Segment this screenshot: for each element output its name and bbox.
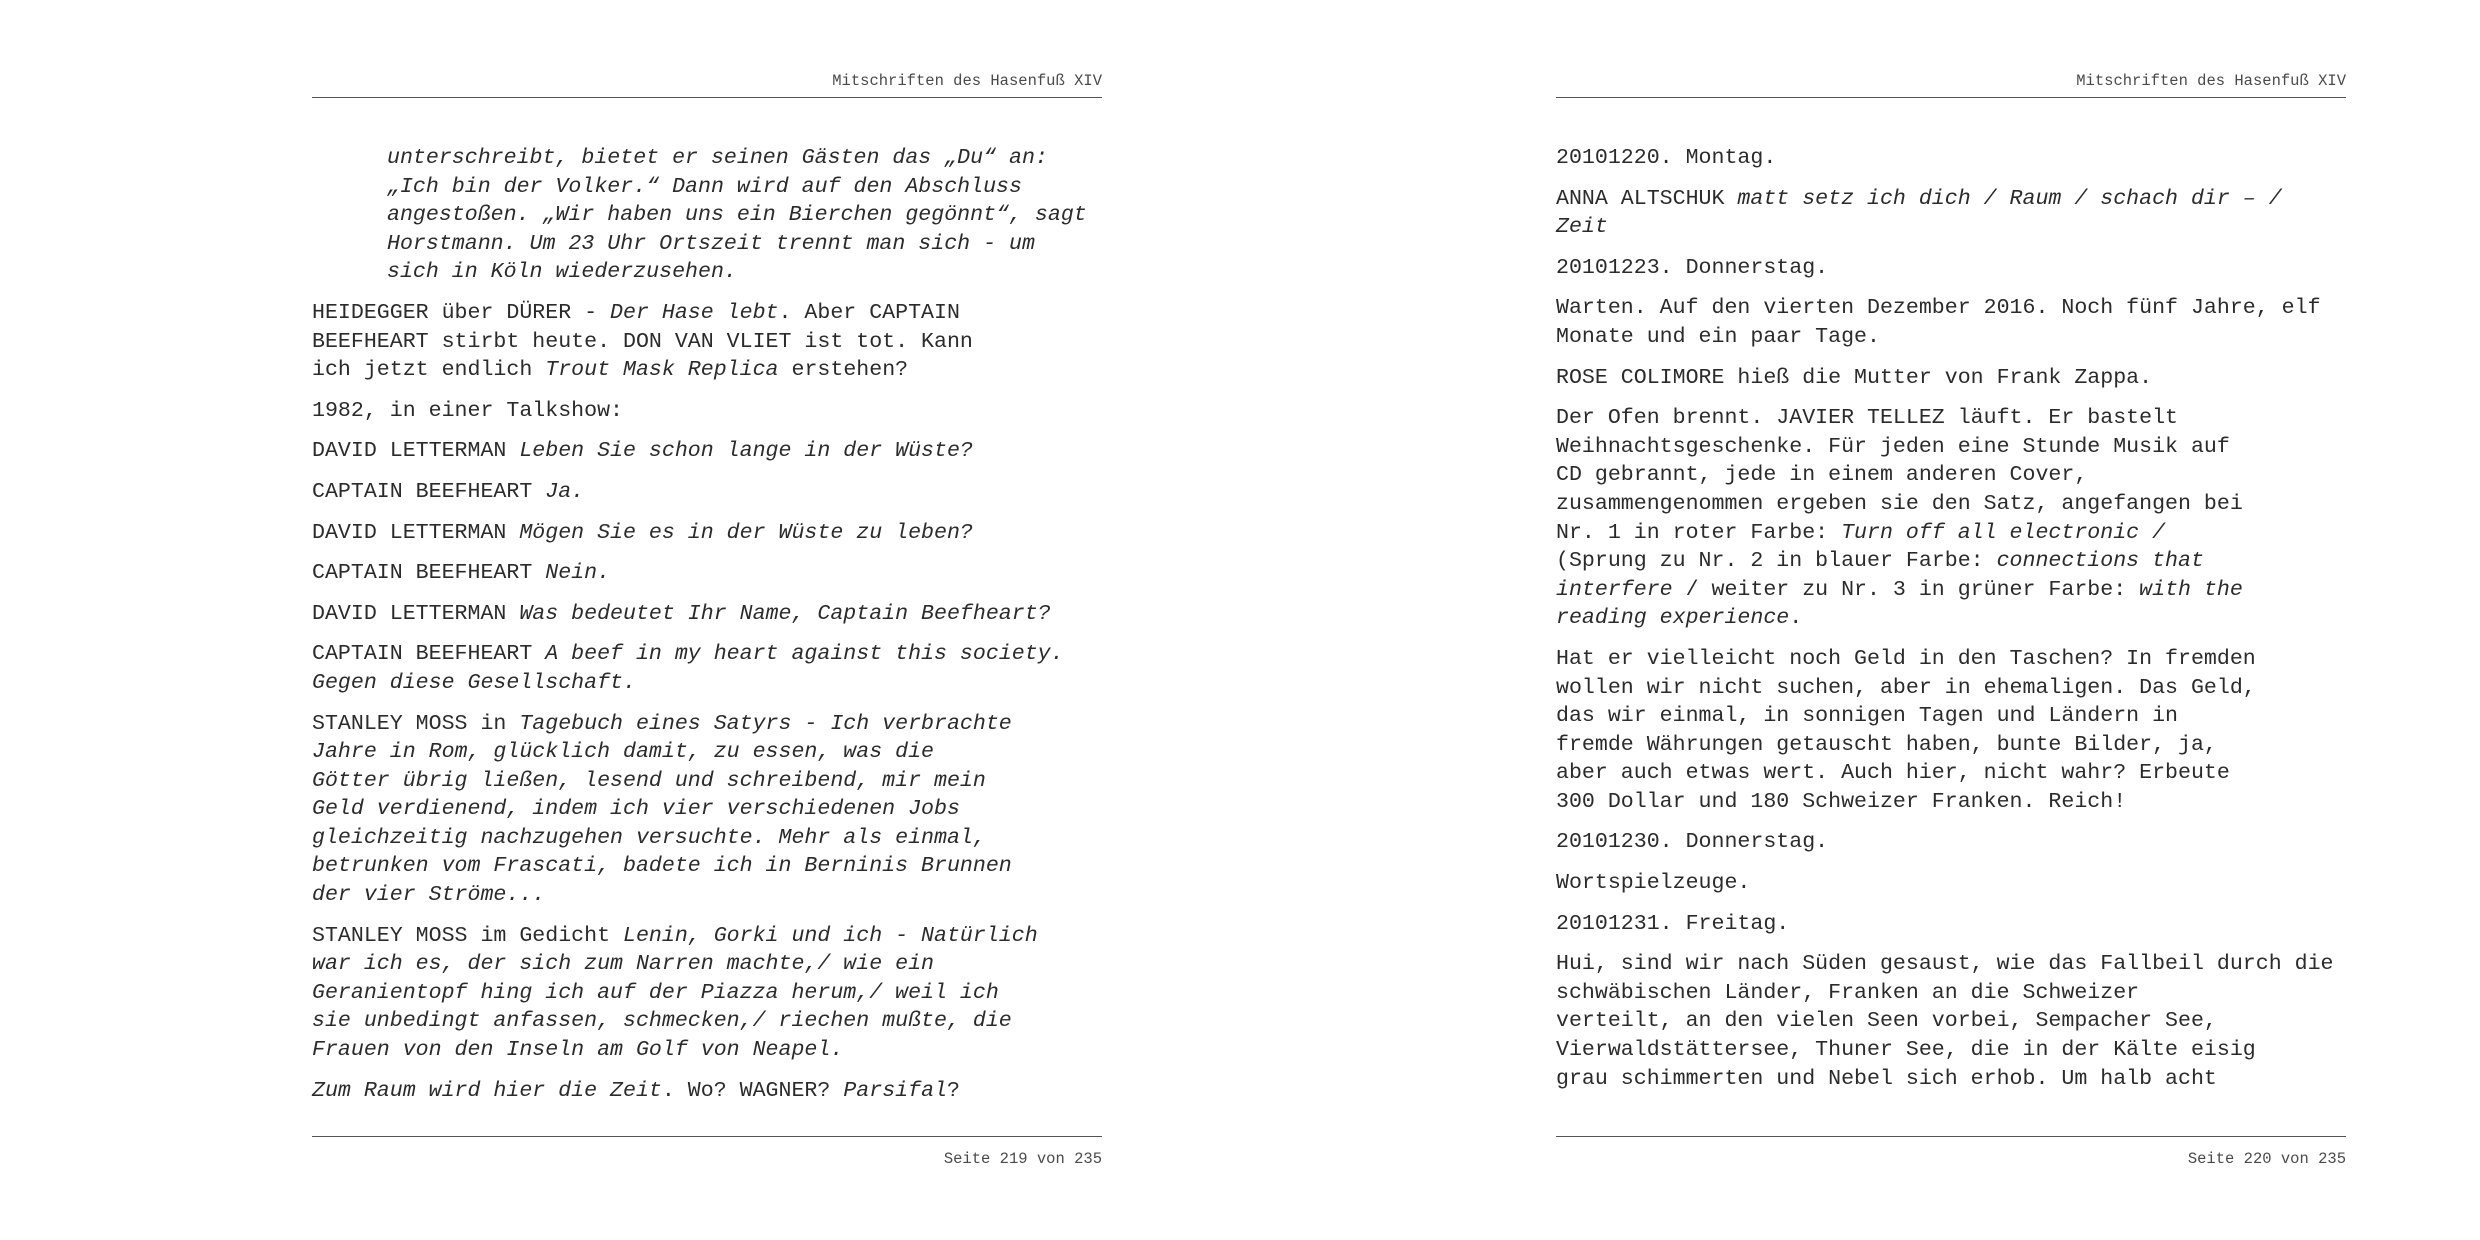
text-run: 20101223. Donnerstag.	[1556, 255, 1829, 280]
italic-text: angestoßen. „Wir haben uns ein Bierchen gegönnt“, sagt	[387, 203, 1087, 228]
text-line	[312, 710, 1102, 739]
text-run: Warten. Auf den vierten Dezember 2016. Noch fünf Jahre, elf	[1556, 296, 2321, 321]
text-line	[312, 852, 1102, 881]
text-line	[312, 437, 1102, 466]
italic-text: Mögen Sie es in der Wüste zu leben?	[519, 520, 973, 545]
text-line	[312, 600, 1102, 629]
text-run: das wir einmal, in sonnigen Tagen und Ländern in	[1556, 704, 2179, 729]
text-run: . Aber CAPTAIN	[778, 300, 960, 325]
italic-text: betrunken vom Frascati, badete ich in Berninis Brunnen	[312, 854, 1012, 879]
italic-text: reading experience	[1556, 606, 1790, 631]
text-run: 20101231. Freitag.	[1556, 911, 1790, 936]
italic-text: „Ich bin der Volker.“	[387, 174, 673, 199]
text-run: STANLEY MOSS in	[312, 711, 520, 736]
text-run: wollen wir nicht suchen, aber in ehemaligen. Das Geld,	[1556, 675, 2256, 700]
italic-text: war ich es, der sich zum Narren machte,/ wie ein	[312, 952, 935, 977]
italic-text: unterschreibt, bietet er seinen Gästen das „Du“ an:	[387, 146, 1048, 170]
text-line	[1556, 433, 2346, 462]
text-line	[1556, 519, 2346, 548]
text-run: verteilt, an den vielen Seen vorbei, Sempacher See,	[1556, 1009, 2217, 1034]
paragraph	[312, 710, 1102, 910]
text-run: (Sprung zu Nr. 2 in blauer Farbe:	[1556, 549, 1997, 574]
paragraph	[312, 640, 1102, 697]
text-line	[387, 230, 1102, 259]
text-line	[1556, 461, 2346, 490]
italic-text: matt setz ich dich / Raum / schach dir – /	[1737, 186, 2282, 211]
paragraph	[312, 397, 1102, 426]
text-line	[1556, 1007, 2346, 1036]
text-line	[312, 640, 1102, 669]
footer-seite: Seite	[2187, 1150, 2235, 1168]
text-line	[387, 173, 1102, 202]
footer-rule	[312, 1136, 1102, 1137]
text-run: aber auch etwas wert. Auch hier, nicht wahr? Erbeute	[1556, 761, 2230, 786]
text-line	[1556, 490, 2346, 519]
paragraph	[312, 600, 1102, 629]
text-line	[312, 299, 1102, 328]
text-line	[312, 922, 1102, 951]
italic-text: Frauen von den Inseln am Golf von Neapel.	[312, 1038, 844, 1063]
page-footer	[2188, 1150, 2346, 1168]
page-number: 220	[2243, 1150, 2272, 1168]
text-run: CAPTAIN BEEFHEART	[312, 642, 546, 667]
text-run: Vierwaldstättersee, Thuner See, die in der Kälte eisig	[1556, 1038, 2256, 1063]
text-run: grau schimmerten und Nebel sich erhob. Um halb acht	[1556, 1066, 2217, 1091]
text-run: 1982, in einer Talkshow:	[312, 398, 624, 423]
text-run: ?	[946, 1078, 960, 1103]
text-run: Monate und ein paar Tage.	[1556, 324, 1880, 349]
text-line	[312, 767, 1102, 796]
italic-text: Was bedeutet Ihr Name, Captain Beefheart?	[519, 601, 1051, 626]
page-footer	[944, 1150, 1102, 1168]
text-line	[312, 1007, 1102, 1036]
text-run: Hui, sind wir nach Süden gesaust, wie das Fallbeil durch die	[1556, 952, 2334, 977]
paragraph	[1556, 364, 2346, 393]
text-run: fremde Währungen getauscht haben, bunte Bilder, ja,	[1556, 732, 2217, 757]
italic-text: Dann wird auf den Abschluss	[672, 174, 1022, 199]
page-number: 219	[999, 1150, 1028, 1168]
text-line	[1556, 869, 2346, 898]
text-run: CAPTAIN BEEFHEART	[312, 479, 546, 504]
paragraph	[312, 144, 1102, 287]
text-run: Nr. 1 in roter Farbe:	[1556, 520, 1842, 545]
page-body	[1556, 144, 2346, 1105]
text-run: DAVID LETTERMAN	[312, 601, 520, 626]
text-line	[1556, 788, 2346, 817]
paragraph	[1556, 294, 2346, 351]
right-page	[1556, 0, 2346, 1240]
italic-text: Der Hase lebt	[610, 300, 779, 325]
paragraph	[312, 559, 1102, 588]
text-run: schwäbischen Länder, Franken an die Schweizer	[1556, 980, 2140, 1005]
text-run: erstehen?	[778, 358, 909, 383]
italic-text: Trout Mask Replica	[545, 358, 779, 383]
text-line	[1556, 1065, 2346, 1094]
text-line	[1556, 323, 2346, 352]
italic-text: sie unbedingt anfassen, schmecken,/ riechen mußte, die	[312, 1009, 1012, 1034]
paragraph	[312, 1077, 1102, 1106]
text-line	[1556, 645, 2346, 674]
italic-text: Tagebuch eines Satyrs - Ich verbrachte	[519, 711, 1012, 736]
italic-text: Geld verdienend, indem ich vier verschiedenen Jobs	[312, 797, 960, 822]
text-line	[312, 881, 1102, 910]
italic-text: gleichzeitig nachzugehen versuchte. Mehr als einmal,	[312, 825, 986, 850]
paragraph	[1556, 828, 2346, 857]
italic-text: with the	[2139, 577, 2243, 602]
text-line	[312, 795, 1102, 824]
italic-text: interfere	[1556, 577, 1673, 602]
paragraph	[1556, 869, 2346, 898]
text-line	[1556, 254, 2346, 283]
header-rule	[312, 97, 1102, 98]
text-line	[1556, 604, 2346, 633]
text-run: DAVID LETTERMAN	[312, 439, 520, 464]
paragraph	[1556, 144, 2346, 173]
text-run: CD gebrannt, jede in einem anderen Cover,	[1556, 463, 2088, 488]
text-line	[1556, 294, 2346, 323]
text-line	[1556, 702, 2346, 731]
paragraph	[312, 299, 1102, 385]
text-line	[1556, 979, 2346, 1008]
text-line	[312, 478, 1102, 507]
italic-text: sich in Köln wiederzusehen.	[387, 260, 737, 285]
italic-text: der vier Ströme...	[312, 883, 546, 908]
text-line	[1556, 213, 2346, 242]
running-head: Mitschriften des Hasenfuß XIV	[2076, 72, 2346, 90]
italic-text: Zum Raum wird hier die Zeit	[312, 1078, 662, 1103]
text-run: zusammengenommen ergeben sie den Satz, angefangen bei	[1556, 491, 2243, 516]
text-run: Weihnachtsgeschenke. Für jeden eine Stunde Musik auf	[1556, 434, 2230, 459]
text-run: / weiter zu Nr. 3 in grüner Farbe:	[1672, 577, 2140, 602]
text-run: DAVID LETTERMAN	[312, 520, 520, 545]
italic-text: Parsifal	[843, 1078, 947, 1103]
text-run: ANNA ALTSCHUK	[1556, 186, 1738, 211]
text-line	[1556, 759, 2346, 788]
header-rule	[1556, 97, 2346, 98]
text-line	[312, 824, 1102, 853]
text-line	[312, 669, 1102, 698]
footer-von: von	[1036, 1150, 1065, 1168]
text-line	[1556, 910, 2346, 939]
italic-text: Zeit	[1556, 215, 1608, 240]
text-line	[1556, 144, 2346, 173]
italic-text: Lenin, Gorki und ich - Natürlich	[623, 923, 1038, 948]
text-line	[1556, 576, 2346, 605]
text-line	[312, 738, 1102, 767]
text-run: 20101220. Montag.	[1556, 146, 1777, 170]
text-line	[312, 1036, 1102, 1065]
text-line	[1556, 547, 2346, 576]
text-line	[312, 328, 1102, 357]
paragraph	[1556, 645, 2346, 817]
paragraph	[312, 437, 1102, 466]
text-run: Hat er vielleicht noch Geld in den Taschen? In fremden	[1556, 646, 2256, 671]
text-run: Der Ofen brennt. JAVIER TELLEZ läuft. Er bastelt	[1556, 406, 2179, 431]
page-body	[312, 144, 1102, 1117]
text-line	[312, 519, 1102, 548]
text-line	[1556, 185, 2346, 214]
italic-text: Ja.	[545, 479, 585, 504]
running-head: Mitschriften des Hasenfuß XIV	[832, 72, 1102, 90]
italic-text: Turn off all electronic /	[1841, 520, 2166, 545]
italic-text: Jahre in Rom, glücklich damit, zu essen, was die	[312, 740, 935, 765]
italic-text: Geranientopf hing ich auf der Piazza herum,/ weil ich	[312, 980, 999, 1005]
paragraph	[1556, 404, 2346, 633]
text-line	[1556, 364, 2346, 393]
italic-text: Horstmann. Um 23 Uhr Ortszeit trennt man sich - um	[387, 231, 1035, 256]
page-total: 235	[2318, 1150, 2346, 1168]
paragraph	[312, 519, 1102, 548]
left-page	[312, 0, 1102, 1240]
text-line	[387, 258, 1102, 287]
text-line	[1556, 950, 2346, 979]
text-run: 300 Dollar und 180 Schweizer Franken. Reich!	[1556, 789, 2127, 814]
paragraph	[1556, 254, 2346, 283]
paragraph	[1556, 185, 2346, 242]
text-run: Wortspielzeuge.	[1556, 871, 1751, 896]
footer-seite: Seite	[943, 1150, 991, 1168]
italic-text: Götter übrig ließen, lesend und schreibend, mir mein	[312, 768, 986, 793]
text-line	[1556, 674, 2346, 703]
text-line	[312, 979, 1102, 1008]
page-total: 235	[1074, 1150, 1102, 1168]
text-line	[312, 1077, 1102, 1106]
paragraph	[1556, 950, 2346, 1093]
text-line	[1556, 731, 2346, 760]
italic-text: Gegen diese Gesellschaft.	[312, 670, 636, 695]
text-line	[1556, 1036, 2346, 1065]
paragraph	[312, 478, 1102, 507]
text-run: HEIDEGGER über DÜRER -	[312, 300, 611, 325]
text-line	[312, 559, 1102, 588]
text-run: CAPTAIN BEEFHEART	[312, 561, 546, 586]
footer-von: von	[2280, 1150, 2309, 1168]
text-line	[1556, 404, 2346, 433]
paragraph	[312, 922, 1102, 1065]
footer-rule	[1556, 1136, 2346, 1137]
text-run: ich jetzt endlich	[312, 358, 546, 383]
text-run: STANLEY MOSS im Gedicht	[312, 923, 624, 948]
text-run: BEEFHEART stirbt heute. DON VAN VLIET ist tot. Kann	[312, 329, 973, 354]
text-run: 20101230. Donnerstag.	[1556, 830, 1829, 855]
text-line	[387, 201, 1102, 230]
text-run: ROSE COLIMORE hieß die Mutter von Frank Zappa.	[1556, 365, 2153, 390]
text-line	[387, 144, 1102, 173]
italic-text: connections that	[1996, 549, 2204, 574]
italic-text: Nein.	[545, 561, 611, 586]
text-run: . Wo? WAGNER?	[661, 1078, 844, 1103]
text-line	[312, 397, 1102, 426]
text-line	[312, 356, 1102, 385]
text-run: .	[1789, 606, 1803, 631]
text-line	[1556, 828, 2346, 857]
italic-text: A beef in my heart against this society.	[545, 642, 1064, 667]
italic-text: Leben Sie schon lange in der Wüste?	[519, 439, 973, 464]
text-line	[312, 950, 1102, 979]
paragraph	[1556, 910, 2346, 939]
